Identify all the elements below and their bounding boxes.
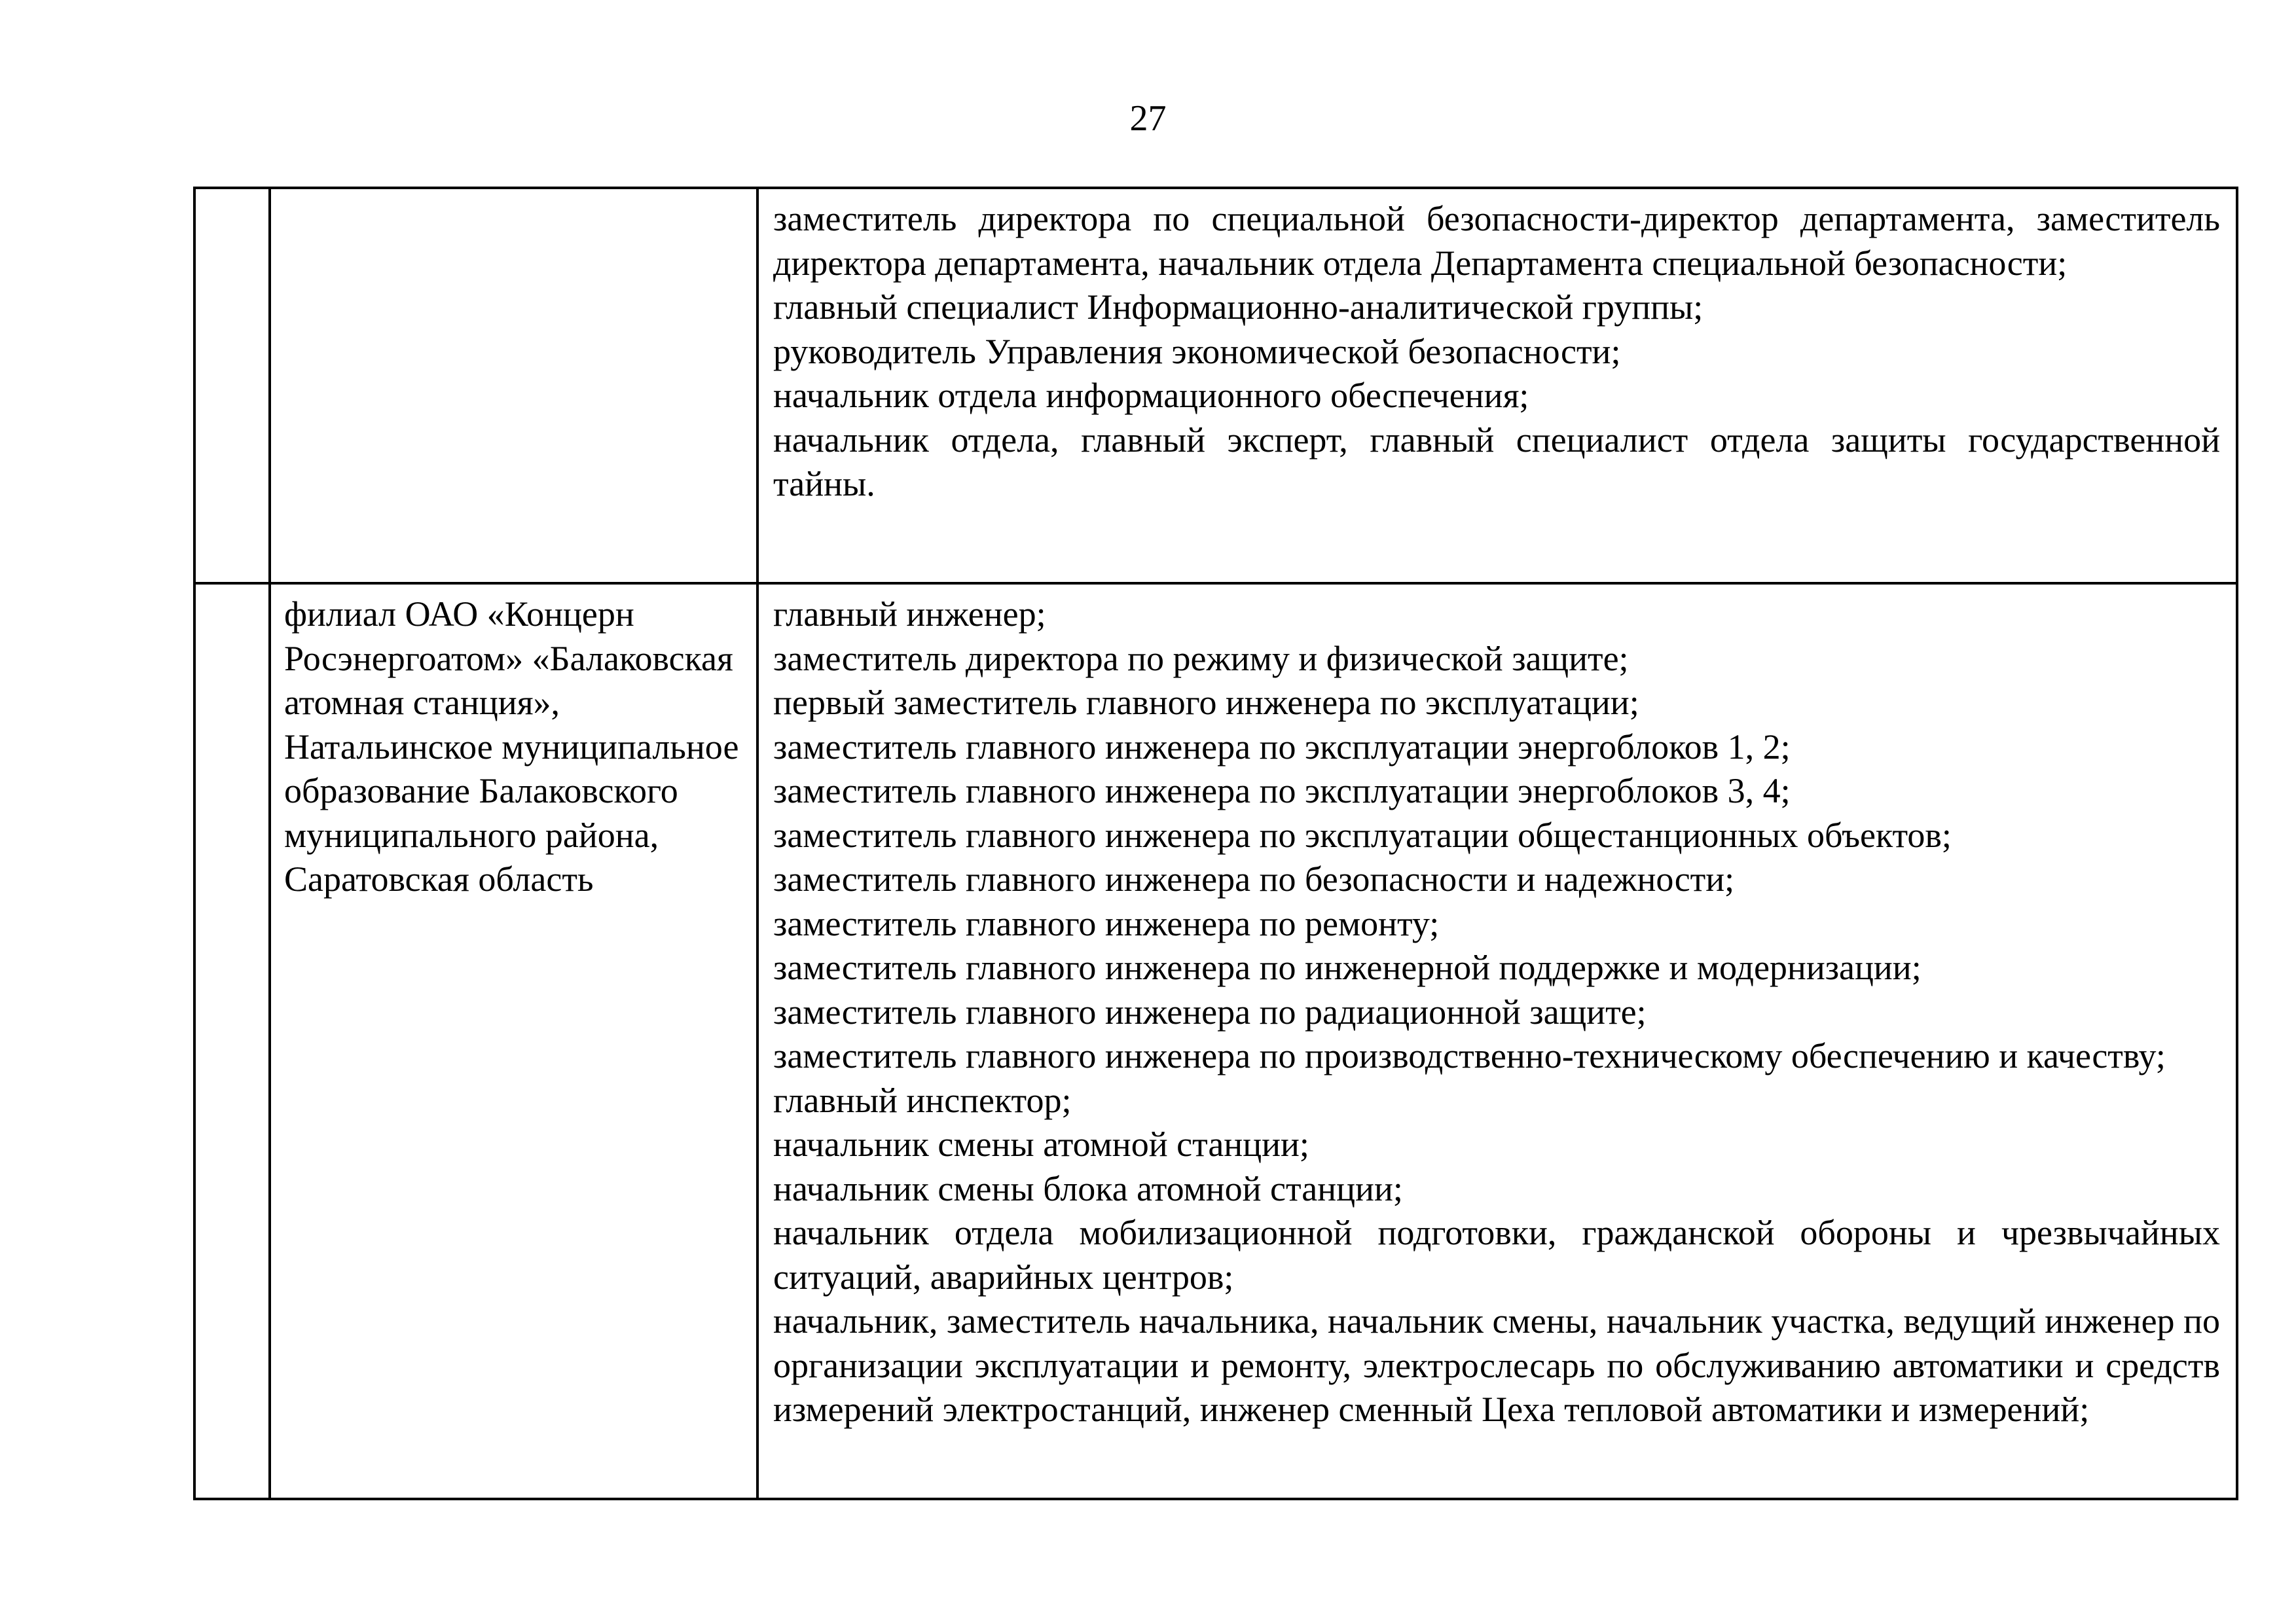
position-item: заместитель главного инженера по радиационной защите;	[773, 992, 1647, 1032]
organization-cell	[270, 188, 757, 583]
organization-cell	[270, 583, 757, 1499]
position-item: заместитель директора по режиму и физической защите;	[773, 638, 1629, 678]
table-row	[194, 188, 2237, 583]
position-item: заместитель директора по специальной безопасности-директор департамента, заместитель директора департамента, начальник отдела Департамента специальной безопасности;	[773, 199, 2220, 283]
position-item: главный инженер;	[773, 594, 1046, 634]
position-item: руководитель Управления экономической безопасности;	[773, 331, 1621, 371]
positions-list	[759, 189, 2236, 507]
position-item: заместитель главного инженера по эксплуатации энергоблоков 1, 2;	[773, 727, 1791, 767]
position-item: заместитель главного инженера по инженерной поддержке и модернизации;	[773, 948, 1922, 987]
position-item: главный специалист Информационно-аналитической группы;	[773, 287, 1704, 327]
position-item: заместитель главного инженера по ремонту;	[773, 903, 1440, 943]
position-item: заместитель главного инженера по безопасности и надежности;	[773, 859, 1735, 899]
positions-table	[193, 187, 2238, 1500]
organization-text: филиал ОАО «Концерн Росэнергоатом» «Балаковская атомная станция», Натальинское муниципальное образование Балаковского муниципального района, Саратовская область	[284, 594, 739, 899]
positions-cell	[757, 188, 2237, 583]
positions-list	[759, 585, 2236, 1432]
position-item: первый заместитель главного инженера по эксплуатации;	[773, 683, 1639, 722]
position-item: начальник отдела информационного обеспечения;	[773, 376, 1529, 415]
table-row	[194, 583, 2237, 1499]
position-item: начальник смены блока атомной станции;	[773, 1168, 1403, 1208]
position-item: заместитель главного инженера по эксплуатации общестанционных объектов;	[773, 815, 1952, 855]
position-item: начальник смены атомной станции;	[773, 1125, 1309, 1164]
positions-cell	[757, 583, 2237, 1499]
position-item: начальник отдела мобилизационной подготовки, гражданской обороны и чрезвычайных ситуаций, аварийных центров;	[773, 1213, 2220, 1297]
position-item: заместитель главного инженера по производственно-техническому обеспечению и качеству;	[773, 1036, 2166, 1075]
organization-text	[271, 189, 756, 197]
row-number-cell	[194, 583, 270, 1499]
row-number-cell	[194, 188, 270, 583]
position-item: начальник, заместитель начальника, начальник смены, начальник участка, ведущий инженер по организации эксплуатации и ремонту, электрослесарь по обслуживанию автоматики и средств измерений электростанций, инженер сменный Цеха тепловой автоматики и измерений;	[773, 1301, 2220, 1429]
position-item: начальник отдела, главный эксперт, главный специалист отдела защиты государственной тайны.	[773, 420, 2220, 503]
position-item: заместитель главного инженера по эксплуатации энергоблоков 3, 4;	[773, 771, 1791, 810]
position-item: главный инспектор;	[773, 1080, 1072, 1120]
page-number: 27	[1129, 98, 1167, 139]
